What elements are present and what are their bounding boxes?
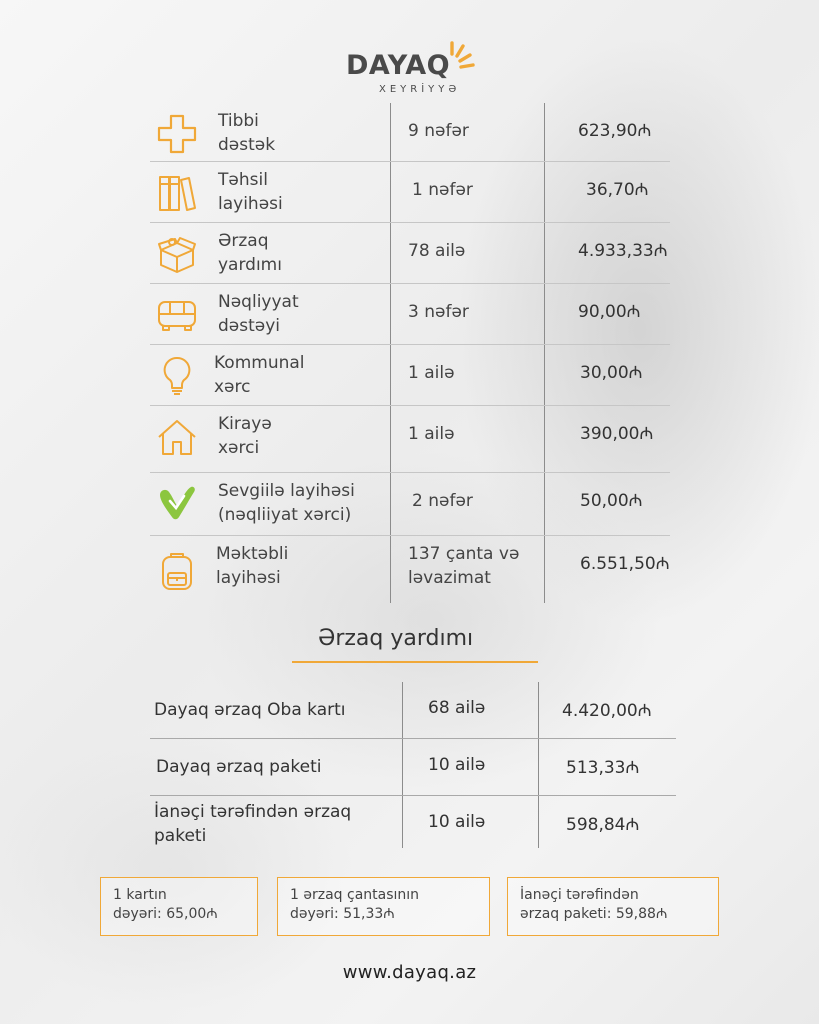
program-amount: 6.551,50₼	[580, 554, 670, 574]
title-underline	[292, 661, 538, 663]
food-aid-table	[150, 682, 676, 856]
bus-icon	[156, 294, 198, 336]
program-name: Kirayə xərci	[218, 414, 272, 458]
food-item-amount: 4.420,00₼	[562, 701, 652, 721]
backpack-icon	[156, 550, 198, 592]
food-item-count: 10 ailə	[428, 755, 486, 775]
food-item-name: Dayaq ərzaq paketi	[156, 757, 322, 777]
table-row	[150, 406, 670, 473]
program-amount: 623,90₼	[578, 121, 652, 141]
program-count: 1 nəfər	[412, 180, 473, 200]
logo-subtitle: XEYRİYYƏ	[379, 84, 461, 95]
program-name: Nəqliyyat dəstəyi	[218, 292, 299, 336]
program-count: 1 ailə	[408, 424, 455, 444]
food-item-count: 10 ailə	[428, 812, 486, 832]
note-box	[100, 877, 258, 936]
table-row	[150, 223, 670, 284]
table-row	[150, 473, 670, 536]
program-count: 137 çanta və ləvazimat	[408, 544, 520, 588]
note-line: dəyəri: 51,33₼	[290, 906, 395, 922]
food-box-icon	[156, 233, 198, 275]
note-line: İanəçi tərəfindən	[520, 887, 639, 903]
logo-wordmark: DAYAQ	[346, 50, 451, 81]
table-row	[150, 796, 676, 856]
program-name: Məktəbli layihəsi	[216, 544, 289, 588]
books-icon	[156, 172, 198, 214]
note-line: 1 ərzaq çantasının	[290, 887, 420, 903]
program-name: Təhsil layihəsi	[218, 170, 283, 214]
program-count: 3 nəfər	[408, 302, 469, 322]
house-icon	[156, 416, 198, 458]
program-amount: 90,00₼	[578, 302, 641, 322]
food-item-count: 68 ailə	[428, 698, 486, 718]
programs-table	[150, 103, 670, 608]
table-row	[150, 284, 670, 345]
website-link[interactable]: www.dayaq.az	[342, 962, 477, 983]
program-count: 9 nəfər	[408, 121, 469, 141]
food-item-amount: 513,33₼	[566, 758, 640, 778]
program-count: 78 ailə	[408, 241, 466, 261]
note-line: 1 kartın	[113, 887, 167, 903]
heart-check-icon	[156, 483, 198, 525]
section-title: Ərzaq yardımı	[318, 626, 474, 651]
program-amount: 4.933,33₼	[578, 241, 668, 261]
program-amount: 50,00₼	[580, 491, 643, 511]
program-name: Kommunal xərc	[214, 353, 305, 397]
table-row	[150, 739, 676, 796]
program-name: Ərzaq yardımı	[218, 231, 282, 275]
program-amount: 30,00₼	[580, 363, 643, 383]
program-amount: 36,70₼	[586, 180, 649, 200]
food-item-name: Dayaq ərzaq Oba kartı	[154, 700, 346, 720]
note-line: dəyəri: 65,00₼	[113, 906, 218, 922]
program-count: 1 ailə	[408, 363, 455, 383]
dayaq-logo	[346, 40, 476, 100]
food-item-name: İanəçi tərəfindən ərzaq paketi	[154, 802, 352, 846]
table-row	[150, 103, 670, 162]
sun-rays-icon	[438, 40, 478, 82]
note-box	[507, 877, 719, 936]
program-amount: 390,00₼	[580, 424, 654, 444]
food-item-amount: 598,84₼	[566, 815, 640, 835]
program-count: 2 nəfər	[412, 491, 473, 511]
program-name: Tibbi dəstək	[218, 111, 276, 155]
lightbulb-icon	[156, 355, 198, 397]
table-row	[150, 536, 670, 608]
table-row	[150, 162, 670, 223]
program-name: Sevgiilə layihəsi (nəqliiyat xərci)	[218, 481, 355, 525]
table-row	[150, 682, 676, 739]
note-box	[277, 877, 490, 936]
medical-cross-icon	[156, 113, 198, 155]
note-line: ərzaq paketi: 59,88₼	[520, 906, 668, 922]
table-row	[150, 345, 670, 406]
